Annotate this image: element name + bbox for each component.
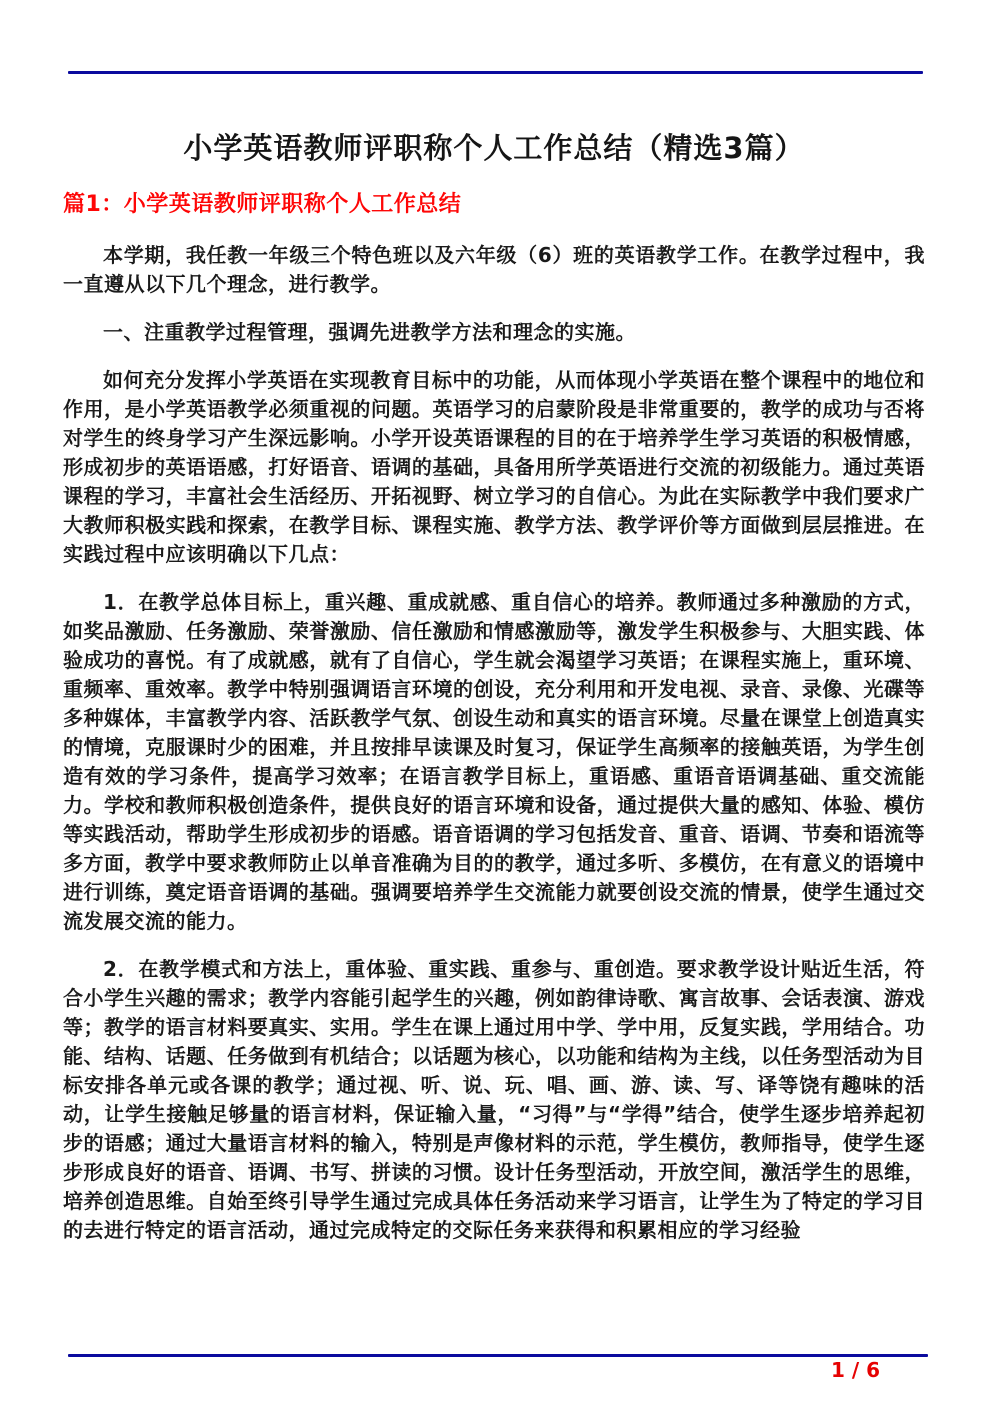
paragraph: 1．在教学总体目标上，重兴趣、重成就感、重自信心的培养。教师通过多种激励的方式，如奖品激励、任务激励、荣誉激励、信任激励和情感激励等，激发学生积极参与、大胆实践、体验成功的喜悦。有了成就感，就有了自信心，学生就会渴望学习英语；在课程实施上，重环境、重频率、重效率。教学中特别强调语言环境的创设，充分利用和开发电视、录音、录像、光碟等多种媒体，丰富教学内容、活跃教学气氛、创设生动和真实的语言环境。尽量在课堂上创造真实的情境，克服课时少的困难，并且按排早读课及时复习，保证学生高频率的接触英语，为学生创造有效的学习条件，提高学习效率；在语言教学目标上，重语感、重语音语调基础、重交流能力。学校和教师积极创造条件，提供良好的语言环境和设备，通过提供大量的感知、体验、模仿等实践活动，帮助学生形成初步的语感。语音语调的学习包括发音、重音、语调、节奏和语流等多方面，教学中要求教师防止以单音准确为目的的教学，通过多听、多模仿，在有意义的语境中进行训练，奠定语音语调的基础。强调要培养学生交流能力就要创设交流的情景，使学生通过交流发展交流的能力。 xyxy=(63,590,925,933)
document-body xyxy=(63,241,925,1264)
paragraph: 本学期，我任教一年级三个特色班以及六年级（6）班的英语教学工作。在教学过程中，我一直遵从以下几个理念，进行教学。 xyxy=(63,243,925,296)
paragraph: 一、注重教学过程管理，强调先进教学方法和理念的实施。 xyxy=(103,320,636,344)
page-number: 1 / 6 xyxy=(830,1358,880,1382)
section-heading: 篇1：小学英语教师评职称个人工作总结 xyxy=(63,192,462,217)
top-divider-line xyxy=(68,71,923,74)
paragraph: 2．在教学模式和方法上，重体验、重实践、重参与、重创造。要求教学设计贴近生活，符合小学生兴趣的需求；教学内容能引起学生的兴趣，例如韵律诗歌、寓言故事、会话表演、游戏等；教学的语言材料要真实、实用。学生在课上通过用中学、学中用，反复实践，学用结合。功能、结构、话题、任务做到有机结合；以话题为核心，以功能和结构为主线，以任务型活动为目标安排各单元或各课的教学；通过视、听、说、玩、唱、画、游、读、写、译等饶有趣味的活动，让学生接触足够量的语言材料，保证输入量，“习得”与“学得”结合，使学生逐步培养起初步的语感；通过大量语言材料的输入，特别是声像材料的示范，学生模仿，教师指导，使学生逐步形成良好的语音、语调、书写、拼读的习惯。设计任务型活动，开放空间，激活学生的思维，培养创造思维。自始至终引导学生通过完成具体任务活动来学习语言，让学生为了特定的学习目的去进行特定的语言活动，通过完成特定的交际任务来获得和积累相应的学习经验 xyxy=(63,957,925,1242)
bottom-divider-line xyxy=(68,1354,928,1357)
paragraph: 如何充分发挥小学英语在实现教育目标中的功能，从而体现小学英语在整个课程中的地位和作用，是小学英语教学必须重视的问题。英语学习的启蒙阶段是非常重要的，教学的成功与否将对学生的终身学习产生深远影响。小学开设英语课程的目的在于培养学生学习英语的积极情感，形成初步的英语语感，打好语音、语调的基础，具备用所学英语进行交流的初级能力。通过英语课程的学习，丰富社会生活经历、开拓视野、树立学习的自信心。为此在实际教学中我们要求广大教师积极实践和探索，在教学目标、课程实施、教学方法、教学评价等方面做到层层推进。在实践过程中应该明确以下几点： xyxy=(63,368,925,566)
page-title: 小学英语教师评职称个人工作总结（精选3篇） xyxy=(183,131,805,165)
